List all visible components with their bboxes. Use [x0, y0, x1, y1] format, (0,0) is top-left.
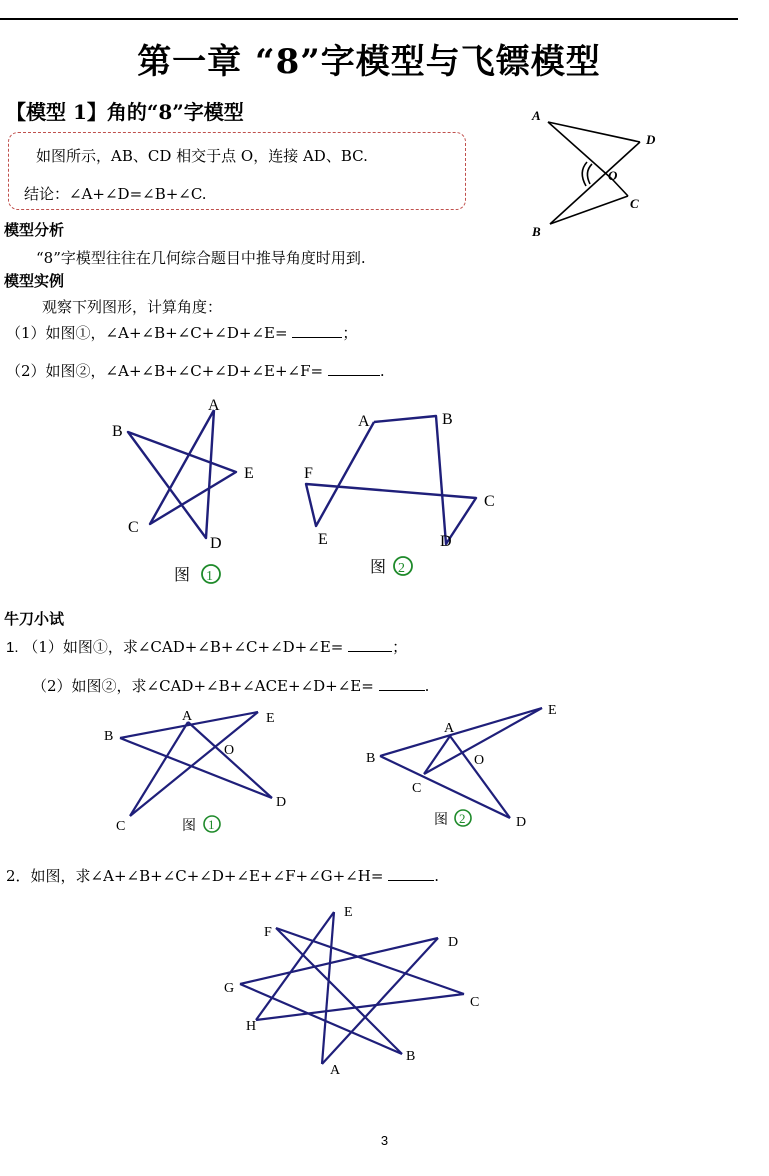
answer-blank[interactable]: [348, 637, 392, 652]
ex1-label-c: C: [128, 519, 139, 536]
p3-label-g: G: [224, 981, 235, 996]
practice-q1-number: 1.: [6, 639, 19, 656]
ex2-label-b: B: [442, 411, 453, 428]
p2-caption-number: 2: [459, 811, 466, 826]
model1-description: 如图所示，AB、CD 相交于点 O，连接 AD、BC.: [36, 147, 368, 165]
model1-heading: 【模型 1】角的“8”字模型: [6, 100, 244, 124]
p2-label-a: A: [444, 721, 455, 736]
answer-blank[interactable]: [388, 866, 434, 881]
p2-caption: 图: [434, 813, 448, 828]
model1-conclusion: 结论：∠A+∠D=∠B+∠C.: [24, 185, 207, 203]
example-figure-1: [100, 392, 280, 592]
chapter-title: 第一章 “8”字模型与飞镖模型: [137, 42, 601, 82]
practice-question-2: [6, 865, 439, 886]
answer-blank[interactable]: [328, 361, 380, 376]
p3-label-b: B: [406, 1049, 416, 1064]
p1-label-b: B: [104, 729, 114, 744]
practice-figure-1: [100, 702, 300, 842]
example-q1-text: （1）如图①，∠A+∠B+∠C+∠D+∠E=: [6, 324, 288, 342]
ex1-label-d: D: [210, 535, 222, 552]
model1-figure: [520, 104, 660, 244]
examples-intro: 观察下列图形，计算角度：: [42, 298, 223, 316]
examples-label: 模型实例: [4, 272, 65, 290]
ex2-caption-number: 2: [398, 561, 405, 576]
example-question-1: [6, 322, 357, 343]
fig-label-c: C: [630, 196, 639, 211]
practice-question-1a: [6, 636, 407, 657]
practice-figure-2: [360, 700, 570, 840]
practice-q2-text: 2．如图，求∠A+∠B+∠C+∠D+∠E+∠F+∠G+∠H=: [6, 867, 384, 885]
p3-label-c: C: [470, 995, 480, 1010]
ex1-caption-number: 1: [206, 569, 213, 584]
answer-blank[interactable]: [292, 323, 342, 338]
practice-q1a-end: ；: [392, 638, 408, 656]
ex2-label-a: A: [358, 413, 370, 430]
analysis-label: 模型分析: [4, 221, 65, 239]
p2-label-d: D: [516, 815, 527, 830]
practice-q1b-end: .: [424, 677, 430, 695]
p1-caption: 图: [182, 819, 196, 834]
p1-label-c: C: [116, 819, 126, 834]
example-q2-text: （2）如图②，∠A+∠B+∠C+∠D+∠E+∠F=: [6, 362, 324, 380]
p3-label-e: E: [344, 905, 353, 920]
ex1-label-b: B: [112, 423, 123, 440]
practice-q1a-text: （1）如图①，求∠CAD+∠B+∠C+∠D+∠E=: [23, 638, 344, 656]
ex2-label-e: E: [318, 531, 328, 548]
ex2-label-c: C: [484, 493, 495, 510]
p3-label-h: H: [246, 1019, 257, 1034]
p3-label-d: D: [448, 935, 459, 950]
page-number: 3: [380, 1133, 389, 1148]
practice-q1b-text: （2）如图②，求∠CAD+∠B+∠ACE+∠D+∠E=: [32, 677, 374, 695]
fig-label-a: A: [532, 108, 541, 123]
p1-label-a: A: [182, 709, 193, 724]
example-figure-2: [298, 402, 518, 582]
fig-label-b: B: [532, 224, 541, 239]
p1-label-o: O: [224, 743, 235, 758]
ex1-label-a: A: [208, 397, 220, 414]
ex1-caption: 图: [174, 567, 191, 584]
p1-label-e: E: [266, 711, 275, 726]
practice-q2-end: .: [434, 867, 439, 885]
ex1-label-e: E: [244, 465, 254, 482]
fig-label-d: D: [646, 132, 656, 147]
example-q2-end: .: [379, 362, 385, 380]
p2-label-o: O: [474, 753, 485, 768]
p2-label-b: B: [366, 751, 376, 766]
analysis-text: “8”字模型往往在几何综合题目中推导角度时用到.: [36, 249, 366, 267]
practice-question-1b: [32, 675, 429, 696]
p3-label-a: A: [330, 1063, 341, 1078]
p2-label-c: C: [412, 781, 422, 796]
p2-label-e: E: [548, 703, 557, 718]
ex2-label-f: F: [304, 465, 313, 482]
ex2-caption: 图: [370, 559, 387, 576]
ex2-label-d: D: [440, 533, 452, 550]
example-question-2: [6, 360, 385, 381]
p1-label-d: D: [276, 795, 287, 810]
example-q1-end: ；: [342, 324, 358, 342]
fig-label-o: O: [608, 168, 618, 183]
answer-blank[interactable]: [379, 676, 425, 691]
p1-caption-number: 1: [208, 817, 215, 832]
practice-label: 牛刀小试: [4, 610, 65, 628]
practice-figure-3: [220, 898, 500, 1088]
top-rule: [0, 18, 738, 20]
p3-label-f: F: [264, 925, 272, 940]
